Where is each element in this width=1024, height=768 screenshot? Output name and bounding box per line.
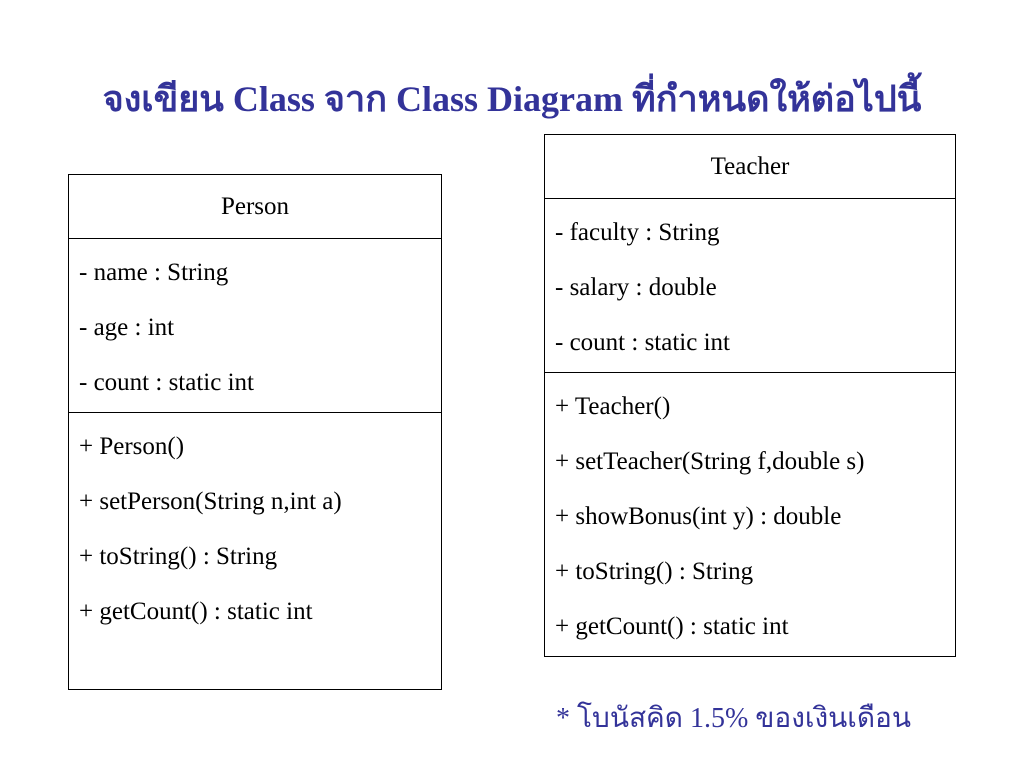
person-attributes bbox=[69, 239, 441, 413]
person-method: + toString() : String bbox=[79, 543, 278, 570]
teacher-attribute: - faculty : String bbox=[555, 219, 720, 246]
teacher-attribute: - salary : double bbox=[555, 274, 717, 301]
person-class-name: Person bbox=[69, 175, 441, 239]
teacher-attribute: - count : static int bbox=[555, 329, 730, 356]
teacher-method: + showBonus(int y) : double bbox=[555, 503, 842, 530]
person-attribute: - age : int bbox=[79, 314, 175, 341]
teacher-method: + getCount() : static int bbox=[555, 613, 789, 640]
teacher-attributes bbox=[545, 199, 955, 373]
teacher-method: + Teacher() bbox=[555, 393, 671, 420]
person-class-box bbox=[68, 174, 442, 690]
teacher-methods bbox=[545, 373, 955, 666]
slide-title: จงเขียน Class จาก Class Diagram ที่กำหนดให้ต่อไปนี้ bbox=[102, 79, 922, 119]
bonus-note: * โบนัสคิด 1.5% ของเงินเดือน bbox=[556, 703, 912, 734]
person-methods bbox=[69, 413, 441, 651]
teacher-method: + toString() : String bbox=[555, 558, 754, 585]
person-method: + Person() bbox=[79, 433, 185, 460]
teacher-method: + setTeacher(String f,double s) bbox=[555, 448, 865, 475]
teacher-class-box bbox=[544, 134, 956, 657]
person-method: + getCount() : static int bbox=[79, 598, 313, 625]
person-attribute: - count : static int bbox=[79, 369, 254, 396]
person-attribute: - name : String bbox=[79, 259, 229, 286]
person-method: + setPerson(String n,int a) bbox=[79, 488, 342, 515]
teacher-class-name: Teacher bbox=[545, 135, 955, 199]
